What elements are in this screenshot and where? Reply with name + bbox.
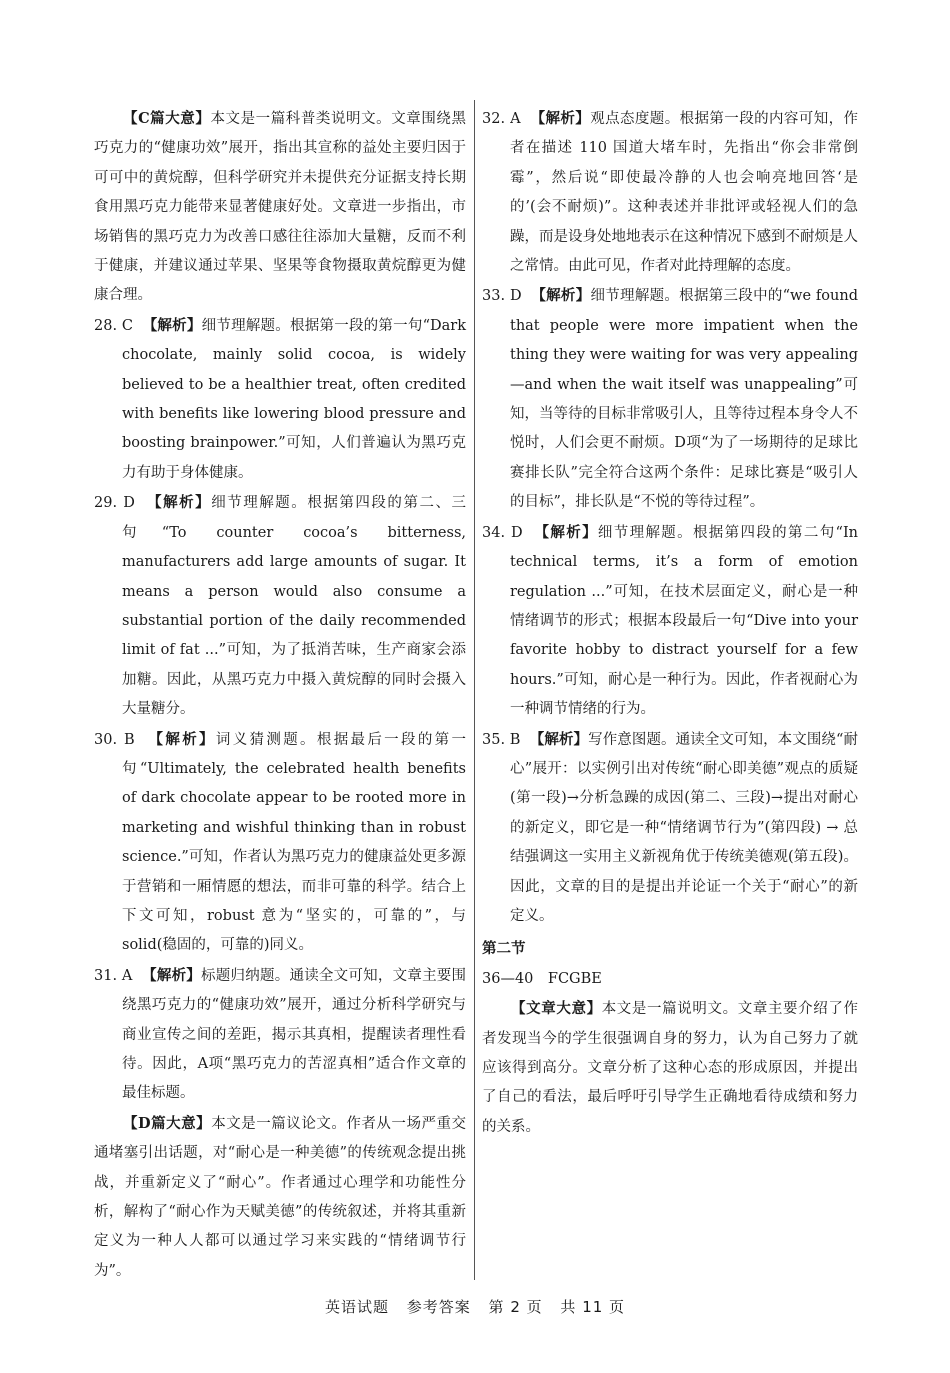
analysis-text: 写作意图题。通读全文可知，本文围绕“耐心”展开：以实例引出对传统“耐心即美德”观点的质疑(第一段)→分析急躁的成因(第二、三段)→提出对耐心的新定义，即它是一种“情绪调节行为”(第四段) → 总结强调这一实用主义新视角优于传统美德观(第五段)。因此，文章的目的是提出并论证一个关于“耐心”的新定义。 [510,731,858,924]
analysis-tag: 【解析】 [531,287,591,305]
c-passage-summary [94,104,466,311]
footer-subject: 英语试题 [324,1298,389,1316]
analysis-tag: 【解析】 [147,494,212,512]
analysis-tag: 【解析】 [142,316,202,334]
analysis-text: 细节理解题。根据第一段的第一句“Dark chocolate, mainly solid cocoa, is widely believed to be a healthier treat, often credited with benefits like lowering blood pressure and boosting brainpower.”可知，人们普遍认为黑巧克力有助于身体健康。 [122,317,467,481]
answer-number: 34. D [482,524,523,541]
answer-number: 32. A [482,111,521,127]
article-summary [482,994,858,1142]
answer-item-30 [94,725,466,961]
column-divider [474,100,475,1280]
section-title: 第二节 [482,941,526,958]
d-passage-summary [94,1109,466,1286]
analysis-tag: 【解析】 [534,523,598,541]
article-summary-text: 本文是一篇说明文。文章主要介绍了作者发现当今的学生很强调自身的努力，认为自己努力了就应该得到高分。文章分析了这种心态的形成原因，并提出了自己的看法，最后呼吁引导学生正确地看待成绩和努力的关系。 [482,1001,859,1135]
analysis-text: 标题归纳题。通读全文可知，文章主要围绕黑巧克力的“健康功效”展开，通过分析科学研究与商业宣传之间的差距，揭示其真相，提醒读者理性看待。因此，A项“黑巧克力的苦涩真相”适合作文章的最佳标题。 [122,967,467,1102]
answer-number: 30. B [94,731,135,748]
analysis-tag: 【解析】 [142,966,202,984]
answer-number: 31. A [94,967,133,984]
answer-item-33 [482,281,858,517]
left-column [94,104,466,1286]
analysis-text: 细节理解题。根据第三段中的“we found that people were more impatient when the thing they were waiting for was very appealing—and when the wait itself was unappealing”可知，当等待的目标非常吸引人，且等待过程本身令人不悦时，人们会更不耐烦。D项“为了一场期待的足球比赛排长队”完全符合这两个条件：足球比赛是“吸引人的目标”，排长队是“不悦的等待过程”。 [510,288,858,511]
answer-item-32 [482,104,858,281]
analysis-text: 词义猜测题。根据最后一段的第一句“Ultimately, the celebrated health benefits of dark chocolate appear to be rooted more in marketing and wishful thinking than in robust science.”可知，作者认为黑巧克力的健康益处更多源于营销和一厢情愿的想法，而非可靠的科学。结合上下文可知，robust 意为“坚实的，可靠的”，与 solid(稳固的，可靠的)同义。 [122,731,467,954]
answer-item-35 [482,725,858,932]
footer-page-number: 第 2 页 [488,1298,543,1316]
c-summary-text: 本文是一篇科普类说明文。文章围绕黑巧克力的“健康功效”展开，指出其宣称的益处主要归因于可可中的黄烷醇，但科学研究并未提供充分证据支持长期食用黑巧克力能带来显著健康好处。文章进一步指出，市场销售的黑巧克力为改善口感往往添加大量糖，反而不利于健康，并建议通过苹果、坚果等食物摄取黄烷醇更为健康合理。 [94,111,466,304]
analysis-text: 观点态度题。根据第一段的内容可知，作者在描述 110 国道大堵车时，先指出“你会非常倒霉”，然后说“即使最冷静的人也会响亮地回答‘是的’(会不耐烦)”。这种表述并非批评或轻视人们的急躁，而是设身处地地表示在这种情况下感到不耐烦是人之常情。由此可见，作者对此持理解的态度。 [510,111,859,275]
analysis-tag: 【解析】 [148,730,216,748]
answer-item-29 [94,488,466,724]
answer-item-34 [482,518,858,725]
analysis-tag: 【解析】 [530,110,591,127]
c-summary-tag: 【C篇大意】 [123,110,211,127]
footer-type: 参考答案 [406,1298,471,1316]
analysis-text: 细节理解题。根据第四段的第二句“In technical terms, it’s a form of emotion regulation ...”可知，在技术层面定义，耐心是一种情绪调节的形式；根据本段最后一句“Dive into your favorite hobby to distract yourself for a few hours.”可知，耐心是一种行为。因此，作者视耐心为一种调节情绪的行为。 [510,524,859,718]
answer-number: 35. B [482,731,521,748]
answer-number: 33. D [482,288,522,305]
answer-item-31 [94,961,466,1109]
answer-number: 28. C [94,317,133,334]
article-summary-tag: 【文章大意】 [511,1000,602,1018]
d-summary-text: 本文是一篇议论文。作者从一场严重交通堵塞引出话题，对“耐心是一种美德”的传统观念提出挑战，并重新定义了“耐心”。作者通过心理学和功能性分析，解构了“耐心作为天赋美德”的传统叙述，并将其重新定义为一种人人都可以通过学习来实践的“情绪调节行为”。 [94,1115,467,1279]
page-footer [0,1296,950,1317]
answer-item-28 [94,311,466,488]
right-column [482,104,858,1142]
footer-total-pages: 共 11 页 [560,1298,626,1316]
d-summary-tag: 【D篇大意】 [123,1114,212,1132]
analysis-text: 细节理解题。根据第四段的第二、三句“To counter cocoa’s bitterness, manufacturers add large amounts of sugar. It means a person would also consume a substantial portion of the daily recommended limit of fat ...”可知，为了抵消苦味，生产商家会添加糖。因此，从黑巧克力中摄入黄烷醇的同时会摄入大量糖分。 [122,495,467,718]
answer-number: 29. D [94,495,135,512]
answers-36-40: 36—40 FCGBE [482,970,602,987]
analysis-tag: 【解析】 [529,730,589,748]
